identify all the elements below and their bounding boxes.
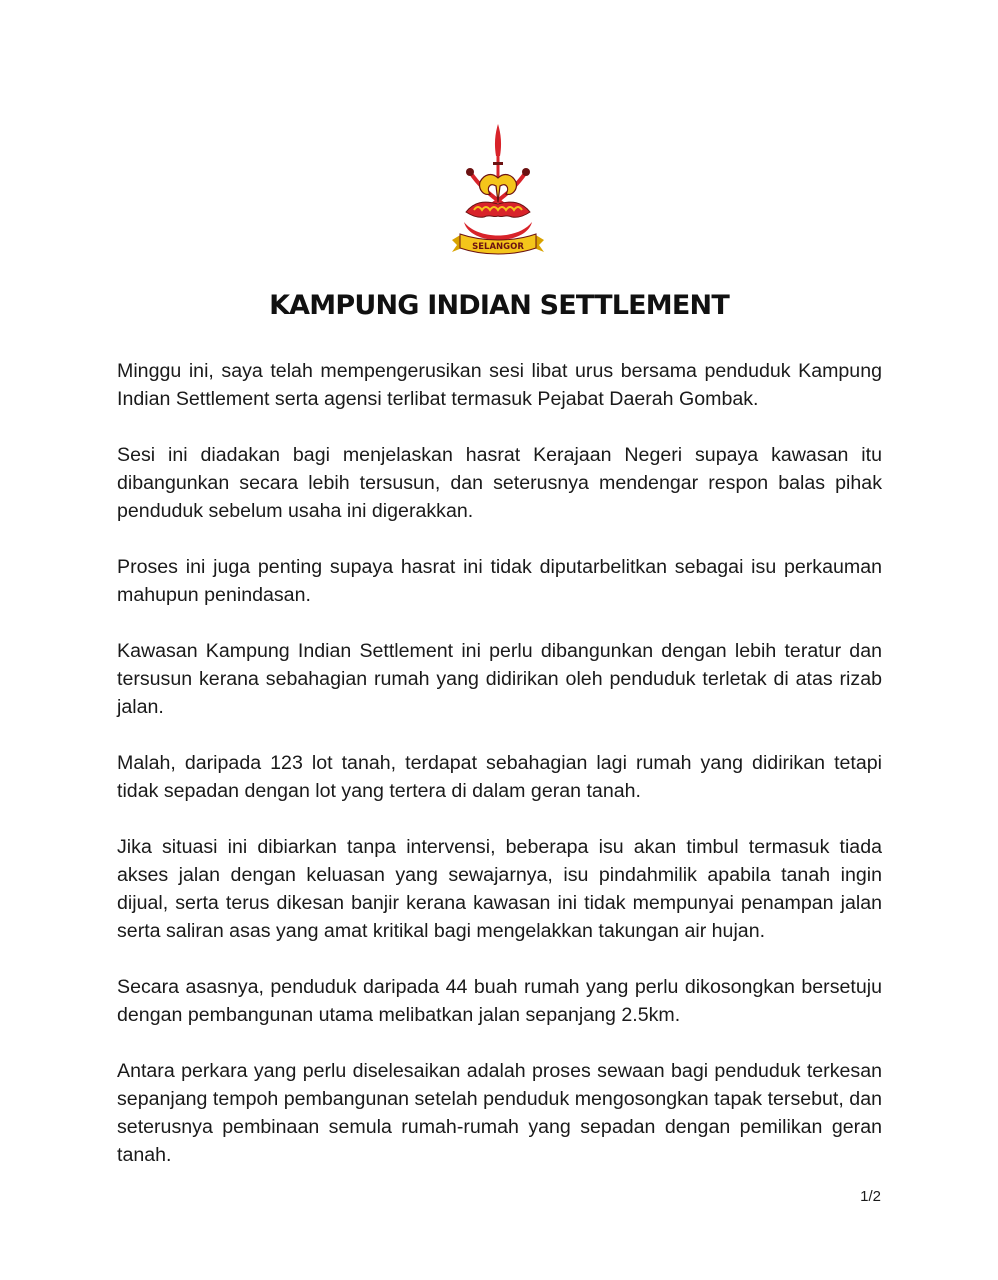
paragraph-4: Kawasan Kampung Indian Settlement ini perlu dibangunkan dengan lebih teratur dan tersusun kerana sebahagian rumah yang didirikan oleh penduduk terletak di atas rizab jalan. — [117, 640, 882, 718]
crest-banner-text: SELANGOR — [472, 242, 524, 252]
document-title: KAMPUNG INDIAN SETTLEMENT — [269, 290, 729, 321]
paragraph-6: Jika situasi ini dibiarkan tanpa intervensi, beberapa isu akan timbul termasuk tiada akses jalan dengan keluasan yang sewajarnya, isu pindahmilik apabila tanah ingin dijual, serta terus dikesan banjir kerana kawasan ini tidak mempunyai penampan jalan serta saliran asas yang amat kritikal bagi mengelakkan takungan air hujan. — [117, 836, 882, 942]
paragraph-1: Minggu ini, saya telah mempengerusikan sesi libat urus bersama penduduk Kampung Indian Settlement serta agensi terlibat termasuk Pejabat Daerah Gombak. — [117, 360, 882, 410]
page-number: 1/2 — [860, 1188, 881, 1205]
paragraph-7: Secara asasnya, penduduk daripada 44 buah rumah yang perlu dikosongkan bersetuju dengan pembangunan utama melibatkan jalan sepanjang 2.5km. — [117, 976, 882, 1026]
paragraph-8: Antara perkara yang perlu diselesaikan adalah proses sewaan bagi penduduk terkesan sepanjang tempoh pembangunan setelah penduduk mengosongkan tapak tersebut, dan seterusnya pembinaan semula rumah-rumah yang sepadan dengan pemilikan geran tanah. — [117, 1060, 882, 1166]
paragraph-5: Malah, daripada 123 lot tanah, terdapat sebahagian lagi rumah yang didirikan tetapi tidak sepadan dengan lot yang tertera di dalam geran tanah. — [117, 752, 882, 802]
selangor-crest-logo — [448, 122, 548, 264]
document-body — [117, 357, 882, 1197]
paragraph-3: Proses ini juga penting supaya hasrat ini tidak diputarbelitkan sebagai isu perkauman mahupun penindasan. — [117, 556, 882, 606]
paragraph-2: Sesi ini diadakan bagi menjelaskan hasrat Kerajaan Negeri supaya kawasan itu dibangunkan secara lebih tersusun, dan seterusnya mendengar respon balas pihak penduduk sebelum usaha ini digerakkan. — [117, 444, 882, 522]
